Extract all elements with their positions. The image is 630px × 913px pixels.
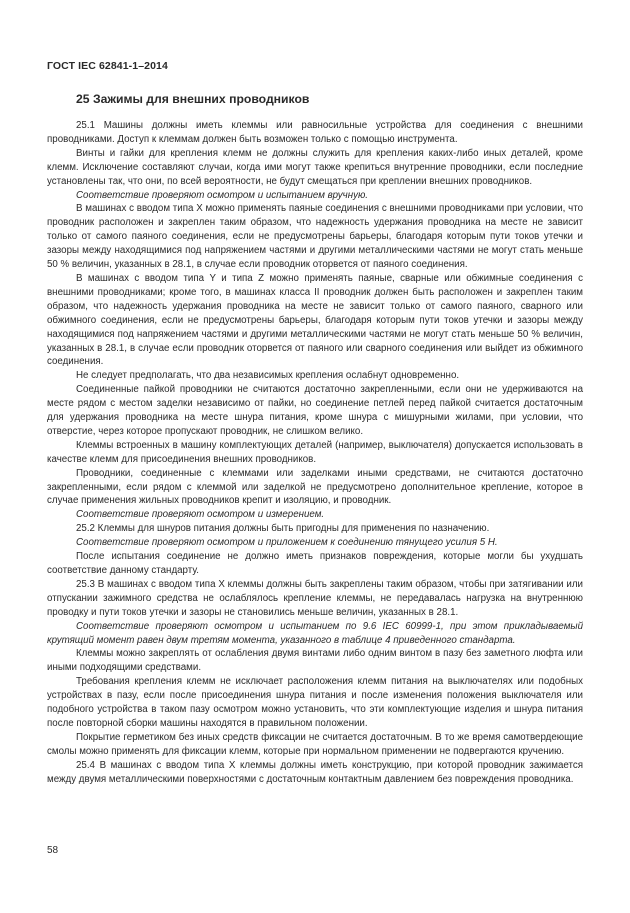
page-number: 58 [47, 845, 59, 856]
paragraph: 25.2 Клеммы для шнуров питания должны быть пригодны для применения по назначению. [76, 523, 490, 535]
paragraph: 25.3 В машинах с вводом типа X клеммы должны быть закреплены таким образом, чтобы при затягивании или отпускании зажимного средства не ослаблялось крепление клеммы, не передавалась нагрузка на внутреннюю проводку и пути токов утечки и зазоры не становились меньше величин, указанных в 28.1. [47, 578, 583, 618]
paragraph: Соответствие проверяют осмотром и испытанием по 9.6 IEC 60999-1, при этом прикладываемый крутящий момент равен двум третям момента, указанного в таблице 4 приведенного стандарта. [47, 620, 583, 646]
paragraph: Покрытие герметиком без иных средств фиксации не считается достаточным. В то же время самотвердеющие смолы можно применять для фиксации клемм, которые при нормальном применении не подвергаются кручению. [47, 731, 583, 757]
paragraph: Соответствие проверяют осмотром и испытанием вручную. [76, 189, 368, 201]
paragraph: 25.1 Машины должны иметь клеммы или равносильные устройства для соединения с внешними проводниками. Доступ к клеммам должен быть возможен только с помощью инструмента. [47, 120, 583, 145]
document-header: ГОСТ IEC 62841-1–2014 [47, 60, 168, 72]
paragraph: В машинах с вводом типа Y и типа Z можно применять паяные, сварные или обжимные соединения с внешними проводниками; кроме того, в машинах класса II проводник должен быть расположен и закреплен таким образом, что надежность удержания проводника на месте не зависит только от самого паяного, сварного или обжимного соединения, если не предусмотрены барьеры, благодаря которым пути токов утечки и зазоры между находящимися под напряжением частями и другими металлическими частями не могут стать меньше 50 % величин, указанных в 28.1, в случае если проводник оторвется от паяного или сварного соединения или выйдет из обжимного соединения. [47, 272, 583, 368]
paragraph: Проводники, соединенные с клеммами или заделками иными средствами, не считаются достаточно закрепленными, если рядом с клеммой или заделкой не предусмотрено дополнительное крепление, которое в случае применения жильных проводников крепит и изоляцию, и проводник. [47, 467, 583, 507]
paragraph: Требования крепления клемм не исключает расположения клемм питания на выключателях или подобных устройствах в пазу, если после присоединения шнура питания и после изменения положения выключателя или подобного устройства в таком пазу осмотром можно установить, что эти комплектующие изделия и шнура питания после повторной сборки машины находятся в правильном положении. [47, 676, 583, 729]
paragraph: Винты и гайки для крепления клемм не должны служить для крепления каких-либо иных деталей, кроме клемм. Исключение составляют случаи, когда ими могут также крепиться внутренние проводники, если последние установлены так, что они, по всей вероятности, не будут смещаться при креплении внешних проводников. [47, 147, 583, 187]
paragraph: Соединенные пайкой проводники не считаются достаточно закрепленными, если они не удерживаются на месте рядом с местом заделки независимо от пайки, но соединение петлей перед пайкой считается достаточным для удержания проводника на месте шнура питания, кроме шнура с мишурными жилами, при условии, что отверстие, через которое пропускают проводник, не слишком велико. [47, 384, 583, 437]
paragraph: Соответствие проверяют осмотром и приложением к соединению тянущего усилия 5 Н. [76, 537, 498, 549]
paragraph: Соответствие проверяют осмотром и измерением. [76, 509, 325, 521]
paragraph: Клеммы встроенных в машину комплектующих деталей (например, выключателя) допускается использовать в качестве клемм для присоединения внешних проводников. [47, 439, 583, 465]
paragraph: После испытания соединение не должно иметь признаков повреждения, которые могли бы ухудшать соответствие данному стандарту. [47, 551, 583, 576]
paragraph: 25.4 В машинах с вводом типа X клеммы должны иметь конструкцию, при которой проводник зажимается между двумя металлическими поверхностями с достаточным контактным давлением без повреждения проводника. [47, 759, 583, 785]
section-title: 25 Зажимы для внешних проводников [76, 92, 310, 106]
paragraph: Не следует предполагать, что два независимых крепления ослабнут одновременно. [76, 370, 460, 382]
paragraph: В машинах с вводом типа X можно применять паяные соединения с внешними проводниками при условии, что проводник расположен и закреплен таким образом, что надежность удержания проводника на месте не зависит только от самого паяного соединения, если не предусмотрены барьеры, благодаря которым пути токов утечки и зазоры между находящимися под напряжением частями и другими металлическими частями не могут стать меньше 50 % величин, указанных в 28.1, в случае если проводник оторвется от паяного соединения. [47, 203, 583, 271]
paragraph: Клеммы можно закреплять от ослабления двумя винтами либо одним винтом в пазу без заметного люфта или иными подходящими средствами. [47, 648, 583, 674]
document-body [47, 119, 583, 787]
